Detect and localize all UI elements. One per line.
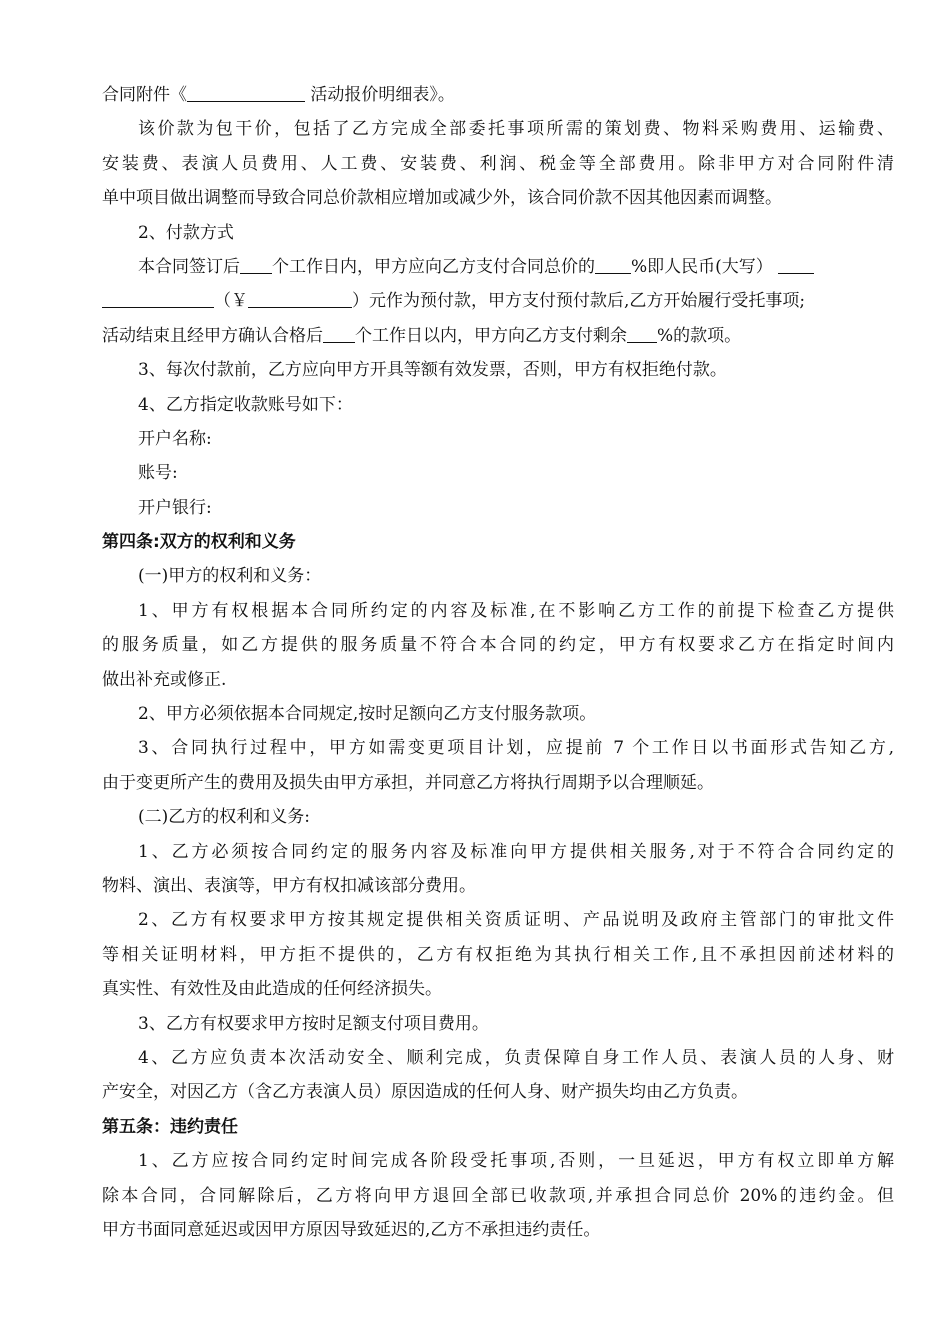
text-line (102, 78, 894, 112)
section-heading: (二)乙方的权利和义务: (138, 807, 310, 828)
clause-heading: 2、付款方式 (138, 222, 234, 243)
text-segment: 合同附件《 (102, 85, 187, 105)
article-heading: 第四条:双方的权利和义务 (102, 532, 296, 553)
fill-in-blank[interactable] (102, 291, 214, 308)
field-label: 开户银行: (138, 497, 212, 518)
text-line: 做出补充或修正. (102, 669, 227, 690)
text-segment: （￥ (214, 291, 248, 312)
text-line: 3、合同执行过程中，甲方如需变更项目计划，应提前 7 个工作日以书面形式告知乙方, (138, 738, 894, 759)
text-line: 3、乙方有权要求甲方按时足额支付项目费用。 (138, 1013, 489, 1034)
text-line: 3、每次付款前，乙方应向甲方开具等额有效发票，否则，甲方有权拒绝付款。 (138, 360, 727, 381)
text-line (102, 250, 894, 284)
text-segment: 活动报价明细表》。 (305, 85, 455, 105)
text-segment: %即人民币(大写） (631, 256, 773, 277)
text-line: 物料、演出、表演等，甲方有权扣减该部分费用。 (102, 875, 476, 896)
text-line (102, 319, 894, 353)
text-line: 除本合同，合同解除后，乙方将向甲方退回全部已收款项,并承担合同总价 20%的违约金。但 (102, 1185, 894, 1206)
fill-in-blank[interactable] (187, 85, 305, 102)
text-line: 安装费、表演人员费用、人工费、安装费、利润、税金等全部费用。除非甲方对合同附件清 (102, 153, 894, 174)
text-line: 1、乙方应按合同约定时间完成各阶段受托事项,否则，一旦延迟，甲方有权立即单方解 (138, 1151, 894, 1172)
text-segment: 个工作日内，甲方应向乙方支付合同总价的 (272, 256, 595, 277)
text-line: 2、乙方有权要求甲方按其规定提供相关资质证明、产品说明及政府主管部门的审批文件 (138, 910, 894, 931)
fill-in-blank[interactable] (323, 326, 355, 343)
field-label: 账号: (138, 463, 178, 484)
text-line: 单中项目做出调整而导致合同总价款相应增加或减少外，该合同价款不因其他因素而调整。 (102, 188, 782, 209)
text-line: 等相关证明材料，甲方拒不提供的，乙方有权拒绝为其执行相关工作,且不承担因前述材料的 (102, 944, 894, 965)
text-line: 1、乙方必须按合同约定的服务内容及标准向甲方提供相关服务,对于不符合合同约定的 (138, 841, 894, 862)
text-line: 1、甲方有权根据本合同所约定的内容及标准,在不影响乙方工作的前提下检查乙方提供 (138, 600, 894, 621)
text-line: 由于变更所产生的费用及损失由甲方承担，并同意乙方将执行周期予以合理顺延。 (102, 772, 714, 793)
text-line: 的服务质量，如乙方提供的服务质量不符合本合同的约定，甲方有权要求乙方在指定时间内 (102, 635, 894, 656)
fill-in-blank[interactable] (627, 326, 657, 343)
text-segment: ）元作为预付款，甲方支付预付款后,乙方开始履行受托事项; (352, 291, 806, 312)
text-segment: %的款项。 (657, 325, 742, 346)
text-line: 2、甲方必须依据本合同规定,按时足额向乙方支付服务款项。 (138, 704, 597, 725)
text-line: 该价款为包干价，包括了乙方完成全部委托事项所需的策划费、物料采购费用、运输费、 (138, 119, 894, 140)
text-line: 4、乙方指定收款账号如下： (138, 394, 353, 415)
text-segment: 本合同签订后 (138, 256, 240, 277)
fill-in-blank[interactable] (240, 257, 272, 274)
text-segment: 个工作日以内，甲方向乙方支付剩余 (355, 325, 627, 346)
contract-page (102, 78, 894, 1247)
text-line: 产安全，对因乙方（含乙方表演人员）原因造成的任何人身、财产损失均由乙方负责。 (102, 1082, 748, 1103)
text-line: 4、乙方应负责本次活动安全、顺利完成，负责保障自身工作人员、表演人员的人身、财 (138, 1047, 894, 1068)
section-heading: (一)甲方的权利和义务： (138, 566, 322, 587)
fill-in-blank[interactable] (248, 291, 352, 308)
fill-in-blank[interactable] (778, 257, 814, 274)
text-segment: 活动结束且经甲方确认合格后 (102, 325, 323, 346)
fill-in-blank[interactable] (595, 257, 631, 274)
text-line: 甲方书面同意延迟或因甲方原因导致延迟的,乙方不承担违约责任。 (102, 1219, 601, 1240)
field-label: 开户名称: (138, 428, 212, 449)
text-line: 真实性、有效性及由此造成的任何经济损失。 (102, 979, 442, 1000)
article-heading: 第五条：违约责任 (102, 1116, 238, 1137)
text-line (102, 284, 894, 318)
